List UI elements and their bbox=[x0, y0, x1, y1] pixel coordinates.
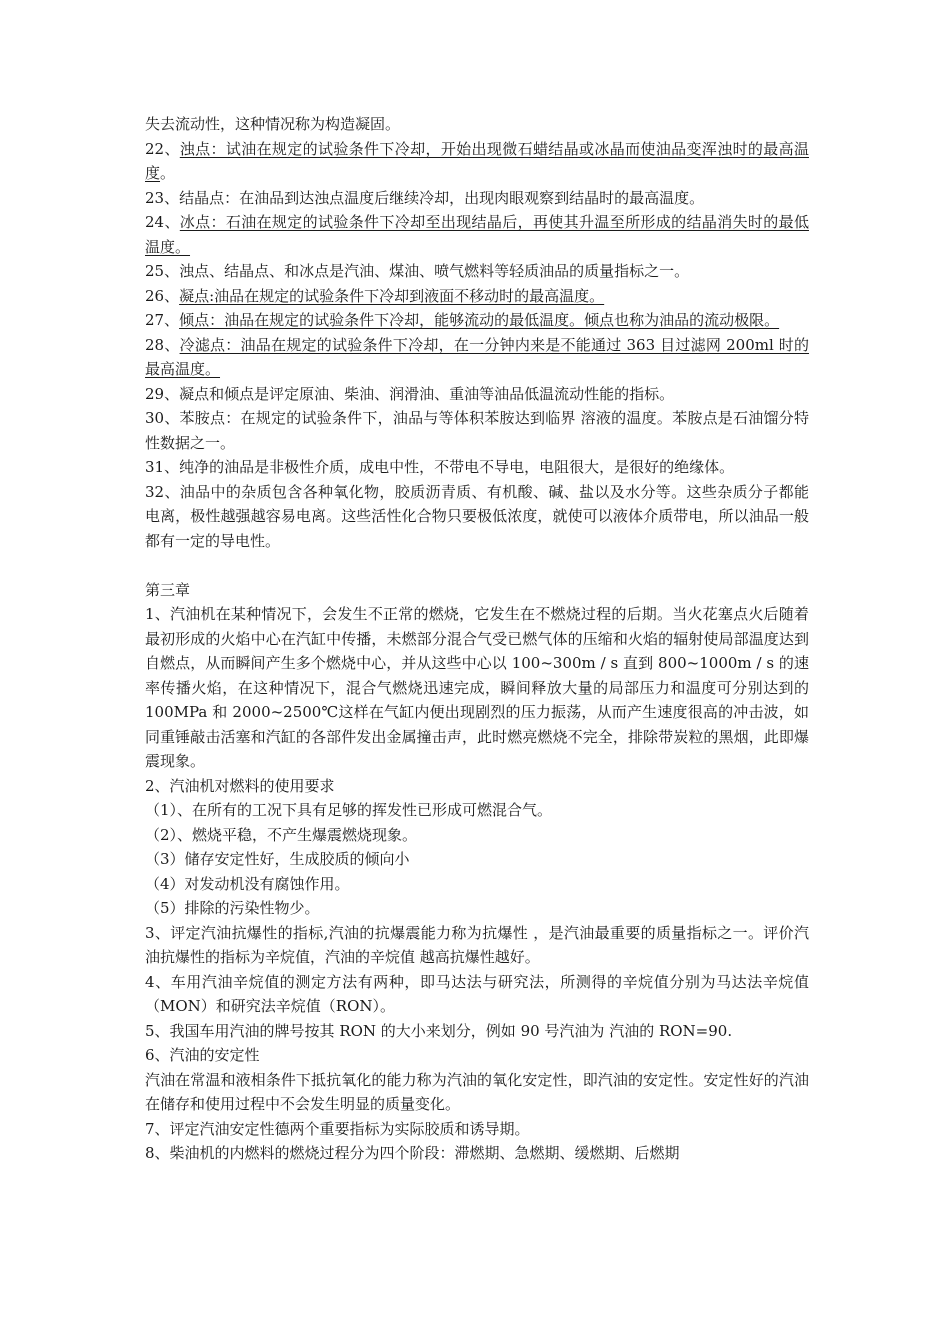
item-24-definition: 冰点：石油在规定的试验条件下冷却至出现结晶后，再使其升温至所形成的结晶消失时的最低温度。 bbox=[145, 213, 809, 256]
item-24-number: 24、 bbox=[145, 213, 180, 231]
document-page bbox=[145, 112, 809, 1166]
item-26-number: 26、 bbox=[145, 286, 180, 305]
item-26 bbox=[145, 284, 809, 309]
item-28-definition: 冷滤点：油品在规定的试验条件下冷却，在一分钟内来是不能通过 363 目过滤网 200ml 时的最高温度。 bbox=[145, 335, 810, 378]
paragraph-continuation: 失去流动性，这种情况称为构造凝固。 bbox=[145, 115, 401, 133]
chapter3-item-6: 6、汽油的安定性 bbox=[145, 1046, 260, 1064]
item-24 bbox=[145, 210, 809, 259]
chapter3-item-2: 2、汽油机对燃料的使用要求 bbox=[145, 776, 335, 795]
chapter3-item-6-body: 汽油在常温和液相条件下抵抗氧化的能力称为汽油的氧化安定性，即汽油的安定性。安定性好的汽油在储存和使用过程中不会发生明显的质量变化。 bbox=[145, 1070, 809, 1113]
item-22-definition: 浊点：试油在规定的试验条件下冷却，开始出现微石蜡结晶或冰晶而使油品变浑浊时的最高温度 bbox=[145, 139, 809, 182]
chapter3-item-7: 7、评定汽油安定性德两个重要指标为实际胶质和诱导期。 bbox=[145, 1119, 530, 1138]
chapter3-item-2-sub-1: （1）、在所有的工况下具有足够的挥发性已形成可燃混合气。 bbox=[145, 801, 553, 819]
chapter3-item-4: 4、车用汽油辛烷值的测定方法有两种，即马达法与研究法，所测得的辛烷值分别为马达法辛烷值（MON）和研究法辛烷值（RON）。 bbox=[145, 972, 809, 1015]
blank-line bbox=[145, 553, 809, 578]
item-22-tail: 。 bbox=[160, 164, 176, 182]
chapter3-item-3: 3、评定汽油抗爆性的指标,汽油的抗爆震能力称为抗爆性 ，是汽油最重要的质量指标之一。评价汽油抗爆性的指标为辛烷值，汽油的辛烷值 越高抗爆性越好。 bbox=[145, 923, 809, 966]
item-26-definition: 凝点:油品在规定的试验条件下冷却到液面不移动时的最高温度。 bbox=[179, 286, 605, 305]
chapter3-item-2-sub-3: （3）储存安定性好，生成胶质的倾向小 bbox=[145, 850, 410, 868]
item-32: 32、油品中的杂质包含各种氧化物，胶质沥青质、有机酸、碱、盐以及水分等。这些杂质分子都能电离，极性越强越容易电离。这些活性化合物只要极低浓度，就使可以液体介质带电，所以油品一般都有一定的导电性。 bbox=[145, 482, 809, 550]
item-27 bbox=[145, 308, 809, 333]
item-22-number: 22、 bbox=[145, 139, 180, 158]
chapter3-item-1: 1、汽油机在某种情况下，会发生不正常的燃烧，它发生在不燃烧过程的后期。当火花塞点火后随着最初形成的火焰中心在汽缸中传播，未燃部分混合气受已燃气体的压缩和火焰的辐射使局部温度达到自燃点，从而瞬间产生多个燃烧中心，并从这些中心以 100~300m / s 直到 800~1000m / s 的速率传播火焰，在这种情况下，混合气燃烧迅速完成，瞬间释放大量的局部压力和温度可分别达到的 100MPa 和 2000~2500℃这样在气缸内便出现剧烈的压力振荡，从而产生速度很高的冲击波，如同重锤敲击活塞和汽缸的各部件发出金属撞击声，此时燃亮燃烧不完全，排除带炭粒的黑烟，此即爆震现象。 bbox=[145, 605, 809, 770]
item-22 bbox=[145, 137, 809, 186]
item-28 bbox=[145, 333, 809, 382]
chapter3-item-2-sub-5: （5）排除的污染性物少。 bbox=[145, 899, 320, 917]
item-27-definition: 倾点：油品在规定的试验条件下冷却，能够流动的最低温度。倾点也称为油品的流动极限。 bbox=[179, 311, 780, 329]
item-25: 25、浊点、结晶点、和冰点是汽油、煤油、喷气燃料等轻质油品的质量指标之一。 bbox=[145, 262, 690, 280]
chapter-title: 第三章 bbox=[145, 580, 191, 599]
item-30: 30、苯胺点：在规定的试验条件下，油品与等体积苯胺达到临界 溶液的温度。苯胺点是石油馏分特性数据之一。 bbox=[145, 409, 809, 452]
chapter3-item-8: 8、柴油机的内燃料的燃烧过程分为四个阶段：滞燃期、急燃期、缓燃期、后燃期 bbox=[145, 1144, 680, 1162]
item-28-number: 28、 bbox=[145, 335, 180, 354]
item-31: 31、纯净的油品是非极性介质，成电中性，不带电不导电，电阻很大，是很好的绝缘体。 bbox=[145, 458, 735, 476]
item-27-number: 27、 bbox=[145, 311, 180, 329]
chapter3-item-2-sub-4: （4）对发动机没有腐蚀作用。 bbox=[145, 874, 350, 893]
chapter3-item-5: 5、我国车用汽油的牌号按其 RON 的大小来划分，例如 90 号汽油为 汽油的 RON=90. bbox=[145, 1021, 733, 1040]
chapter3-item-2-sub-2: （2）、燃烧平稳，不产生爆震燃烧现象。 bbox=[145, 825, 418, 844]
item-23: 23、结晶点：在油品到达浊点温度后继续冷却，出现肉眼观察到结晶时的最高温度。 bbox=[145, 188, 705, 207]
item-29: 29、凝点和倾点是评定原油、柴油、润滑油、重油等油品低温流动性能的指标。 bbox=[145, 384, 675, 403]
